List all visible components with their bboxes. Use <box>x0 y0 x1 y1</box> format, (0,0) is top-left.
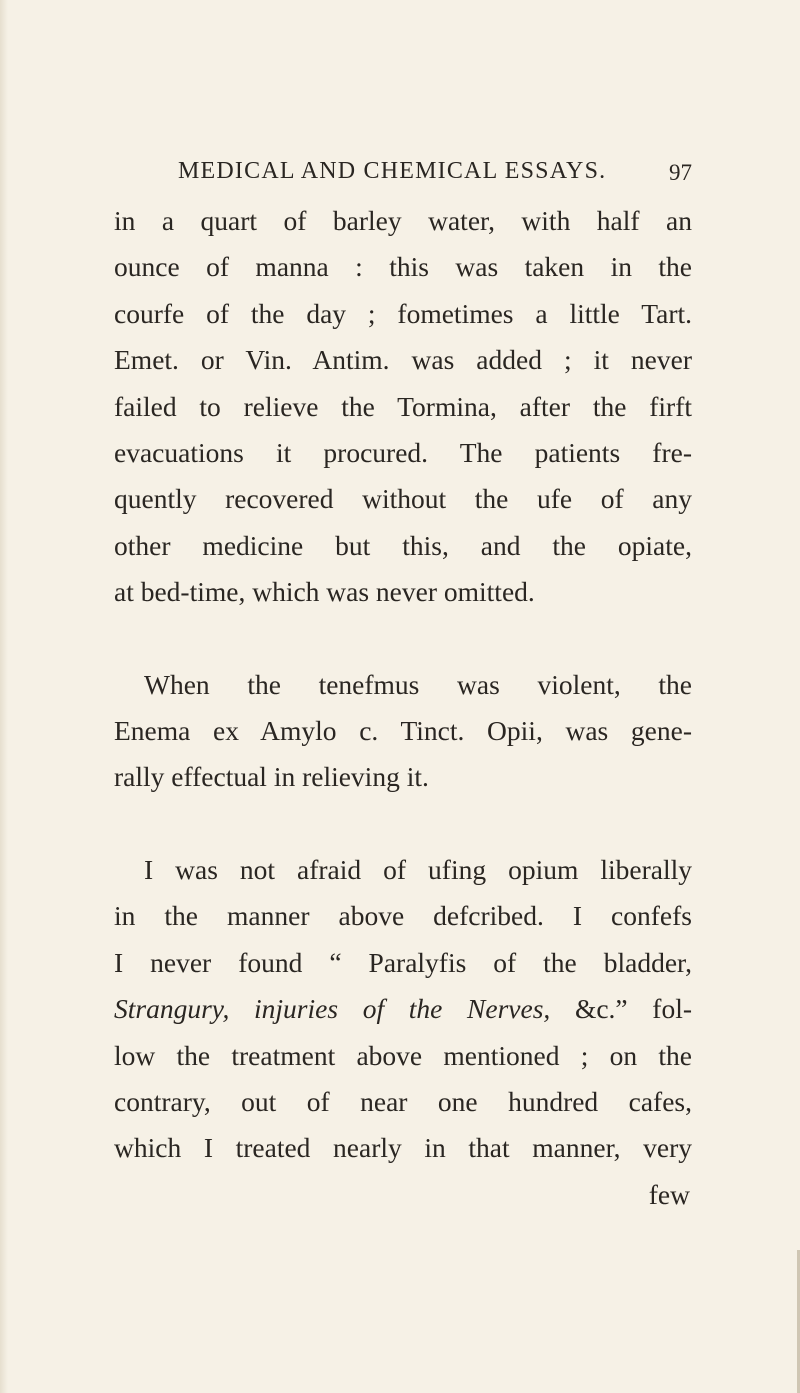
running-title: MEDICAL AND CHEMICAL ESSAYS. <box>178 158 607 184</box>
text-line: evacuations it procured. The patients fre- <box>114 437 692 469</box>
text-line: ounce of manna : this was taken in the <box>114 251 692 283</box>
text-line: in the manner above defcribed. I confefs <box>114 900 692 932</box>
text-line: I never found “ Paralyfis of the bladder, <box>114 946 692 978</box>
paragraph <box>114 847 692 1172</box>
text-line: contrary, out of near one hundred cafes, <box>114 1085 692 1117</box>
text-line: When the tenefmus was violent, the <box>144 668 692 700</box>
text-line: at bed-time, which was never omitted. <box>114 576 535 608</box>
text-line: in a quart of barley water, with half an <box>114 205 692 236</box>
text-line: I was not afraid of ufing opium liberally <box>144 853 692 885</box>
text-line: quently recovered without the ufe of any <box>114 483 692 515</box>
paragraph <box>114 662 692 801</box>
text-line: courfe of the day ; fometimes a little Tart. <box>114 297 692 329</box>
text-line: which I treated nearly in that manner, very <box>114 1132 692 1164</box>
text-line: other medicine but this, and the opiate, <box>114 529 692 561</box>
paragraph-gap <box>114 616 692 662</box>
text-line: low the treatment above mentioned ; on the <box>114 1039 692 1071</box>
text-line: Enema ex Amylo c. Tinct. Opii, was gene- <box>114 715 692 747</box>
roman-text: &c.” fol- <box>550 993 692 1025</box>
paragraph-gap <box>114 801 692 847</box>
page-edge <box>0 0 8 1393</box>
text-line: rally effectual in relieving it. <box>114 761 429 793</box>
italic-text: Strangury, injuries of the Nerves, <box>114 993 551 1025</box>
text-line <box>114 986 692 1032</box>
body-text <box>114 198 692 1218</box>
catchword: few <box>648 1178 690 1210</box>
text-line: failed to relieve the Tormina, after the firft <box>114 390 692 422</box>
paragraph <box>114 198 692 616</box>
page-header <box>178 158 692 188</box>
page-number: 97 <box>669 160 692 185</box>
text-line: Emet. or Vin. Antim. was added ; it never <box>114 344 692 376</box>
